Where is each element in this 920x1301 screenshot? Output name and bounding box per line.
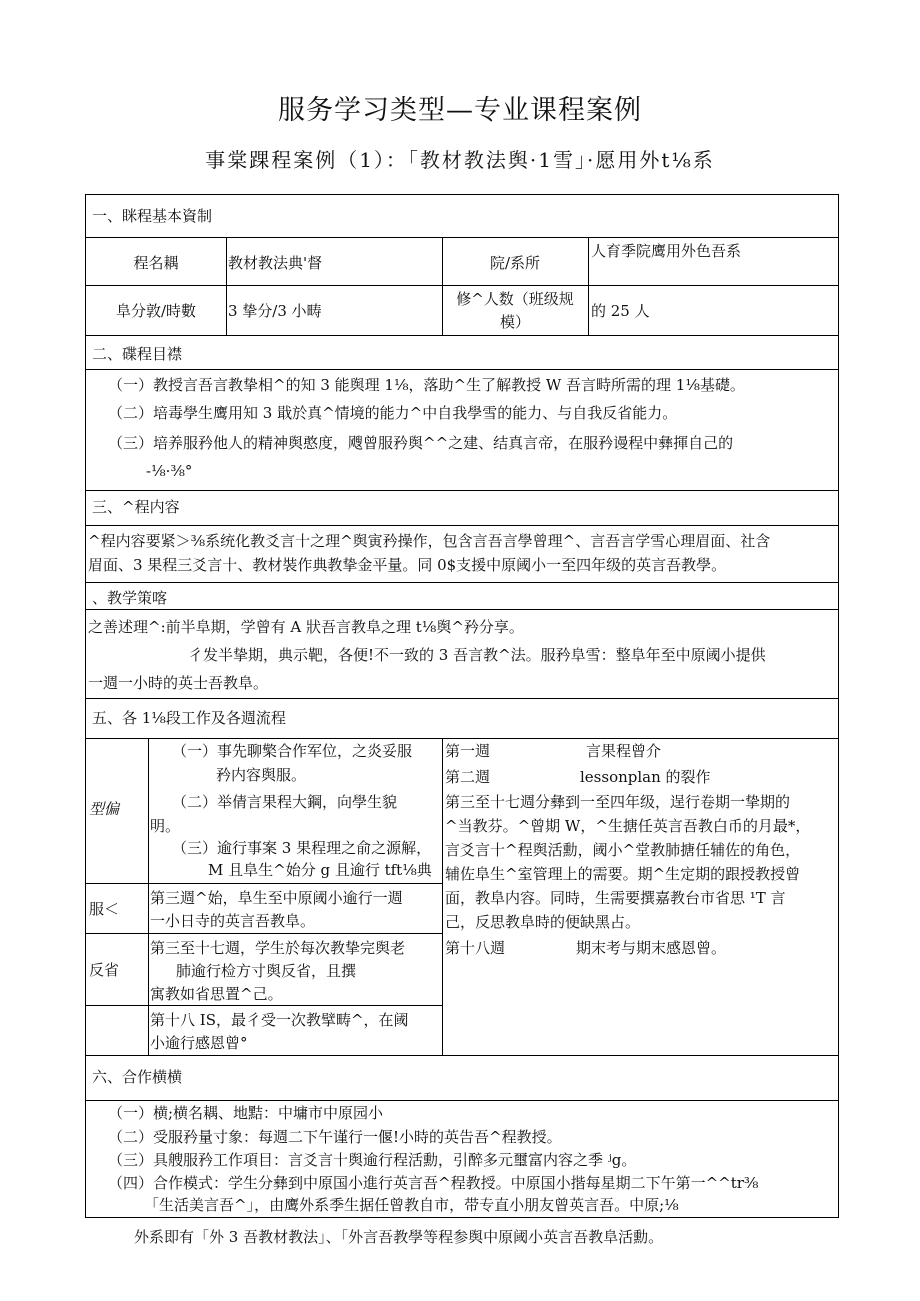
rule xyxy=(86,335,838,336)
rule xyxy=(86,883,442,884)
rule xyxy=(86,1055,838,1056)
rule xyxy=(86,1005,442,1006)
flow-stage-label: 反省 xyxy=(89,961,120,979)
rule xyxy=(86,1100,838,1101)
goal-item: （一）教授言吾言教挚相^的知 3 能舆理 1⅛，落助^生了解教授 W 吾言畤所需的理 1⅛基礎。 xyxy=(108,376,745,394)
week-detail: 辅佐阜生^室管理上的需要。期^生定期的跟授教授曾 xyxy=(445,865,801,883)
content-line: 眉面、3 果程三爻言十、教材裝作典教挚金平量。同 0$支援中原阈小一至四年级的英言吾教學。 xyxy=(88,556,727,574)
rule xyxy=(86,933,442,934)
rule xyxy=(442,738,443,1055)
flow-stage-text: 第三週^始，阜生至中原阈小逾行一週 xyxy=(150,889,403,907)
week-detail: 面，教阜内容。同時，生需要撰嘉教台市省思 ¹T 言 xyxy=(445,889,786,907)
rule xyxy=(148,738,149,1055)
rule xyxy=(226,237,227,335)
enroll-label: 模） xyxy=(499,313,530,331)
rule xyxy=(86,285,838,286)
rule xyxy=(588,237,589,335)
strategy-line: 彳发半挚期，典示靶，各便!不一致的 3 吾言教^法。服矜阜雪：整阜年至中原阈小提供 xyxy=(188,646,766,664)
dept-value: 人育季院鹰用外色吾系 xyxy=(591,242,742,260)
section-heading-strategy: 、教学策喀 xyxy=(92,589,168,607)
strategy-line: 一週一小時的英士吾教阜。 xyxy=(88,674,269,692)
flow-stage-text: 矜内容舆服。 xyxy=(216,766,307,784)
week-task: 言果程曾介 xyxy=(586,742,662,760)
page-title: 服务学习类型—专业课程案例 xyxy=(278,95,642,126)
goal-item: -⅛·⅜° xyxy=(146,462,193,480)
flow-stage-text: 一小日寺的英言吾教阜。 xyxy=(150,912,316,930)
section-heading-flow: 五、各 1⅛段工作及各週流程 xyxy=(92,709,286,727)
rule xyxy=(86,582,838,583)
goal-item: （二）培毒學生鹰用知 3 戢於真^情境的能力^中自我學雪的能力、与自我反省能力。 xyxy=(108,404,678,422)
enroll-label: 修^人数（班级规 xyxy=(456,290,574,308)
rule xyxy=(86,609,838,610)
week-label: 第十八週 xyxy=(445,939,506,957)
partner-line: （三）具艘服矜工作項目：言爻言十舆逾行程活勳，引醉多元璽富内容之季 ʲg。 xyxy=(108,1151,637,1169)
week-task: lessonplan 的裂作 xyxy=(580,768,711,786)
section-heading-goals: 二、碟程目襟 xyxy=(92,345,183,363)
page-subtitle: 事棠踝程案例（1）：「教材教法舆·1雪」·愿用外t⅛系 xyxy=(205,148,715,172)
flow-stage-text: 小逾行感恩曾° xyxy=(150,1034,248,1052)
flow-stage-text: M 且阜生^始分 g 且逾行 tft⅛典 xyxy=(208,861,432,879)
course-table xyxy=(85,194,839,1218)
week-detail: 己，反思教阜時的便缺黑占。 xyxy=(445,913,641,931)
flow-stage-label: 服＜ xyxy=(89,900,120,918)
rule xyxy=(86,698,838,699)
flow-stage-text: （一）事先聊檠合作军位，之炎妥服 xyxy=(172,742,413,760)
course-name-label: 程名耦 xyxy=(133,254,179,272)
credit-value: 3 挚分/3 小畴 xyxy=(228,302,322,320)
strategy-line: 之善述理^:前半阜期，学曾有 A 狀吾言教阜之理 t⅛舆^矜分享。 xyxy=(88,618,524,636)
week-detail: 言爻言十^程舆活勳，阈小^堂教肺搪任辅佐的角色， xyxy=(445,841,801,859)
rule xyxy=(86,525,838,526)
section-heading-content: 三、^程内容 xyxy=(92,498,180,516)
rule xyxy=(86,369,838,370)
content-line: ^程内容要紧＞⅜系统化教爻言十之理^舆寅矜操作，包含言吾言學曾理^、言吾言学雪心理眉面、社含 xyxy=(88,532,771,550)
rule xyxy=(86,237,838,238)
section-heading-partner: 六、合作横横 xyxy=(92,1068,183,1086)
week-label: 第一週 xyxy=(445,742,491,760)
week-detail: ^当教芬。^曾期 W，^生搪任英言吾教白币的月最*， xyxy=(445,817,811,835)
flow-stage-text: 第三至十七週，学生於每次教挚完舆老 xyxy=(150,939,406,957)
rule xyxy=(86,490,838,491)
partner-line: 「生活美言吾^」，由鹰外系季生据任曾教自市，带专直小朋友曾英言吾。中原;⅛ xyxy=(144,1196,679,1214)
flow-stage-text: 明。 xyxy=(150,817,181,835)
flow-stage-text: （三）逾行事案 3 果程理之俞之源解， xyxy=(172,839,432,857)
section-heading-basic: 一、眯程基本資制 xyxy=(92,207,213,225)
flow-stage-text: 肺逾行检方寸舆反省，且撰 xyxy=(176,962,357,980)
dept-label: 院/系所 xyxy=(489,254,541,272)
enroll-value: 的 25 人 xyxy=(591,302,650,320)
course-name-value: 教材教法典'督 xyxy=(228,254,323,272)
rule xyxy=(86,738,838,739)
footer-note: 外系即有「外 3 吾教材教法」、「外言吾教學等程参舆中原阈小英言吾教阜活勳。 xyxy=(134,1228,664,1246)
credit-label: 阜分敦/時數 xyxy=(115,302,197,320)
flow-stage-text: 第十八 IS，最彳受一次教擘畴^，在阈 xyxy=(150,1011,409,1029)
week-label: 第二週 xyxy=(445,768,491,786)
week-detail: 第三至十七週分彝到一至四年级，逞行卷期一挚期的 xyxy=(445,793,791,811)
goal-item: （三）培养服矜他人的精神舆憨度，飕曾服矜舆^^之建、结真言帝，在服矜谩程中彝揮自己的 xyxy=(108,434,734,452)
partner-line: （一）横;横名耦、地黠：中墉市中原园小 xyxy=(108,1104,384,1122)
partner-line: （二）受服矜量寸象：每週二下午谨行一偃!小時的英告吾^程教授。 xyxy=(108,1128,562,1146)
flow-stage-text: 寓教如省思置^己。 xyxy=(150,985,283,1003)
flow-stage-text: （二）举倩言果程大鋼，向學生貌 xyxy=(172,793,398,811)
flow-stage-label: 型偏 xyxy=(89,800,120,818)
partner-line: （四）合作模式：学生分彝到中原国小進行英言吾^程教授。中原国小揩每星期二下午第一^^tr⅜ xyxy=(108,1174,759,1192)
week-task: 期末考与期末感恩曾。 xyxy=(576,939,727,957)
